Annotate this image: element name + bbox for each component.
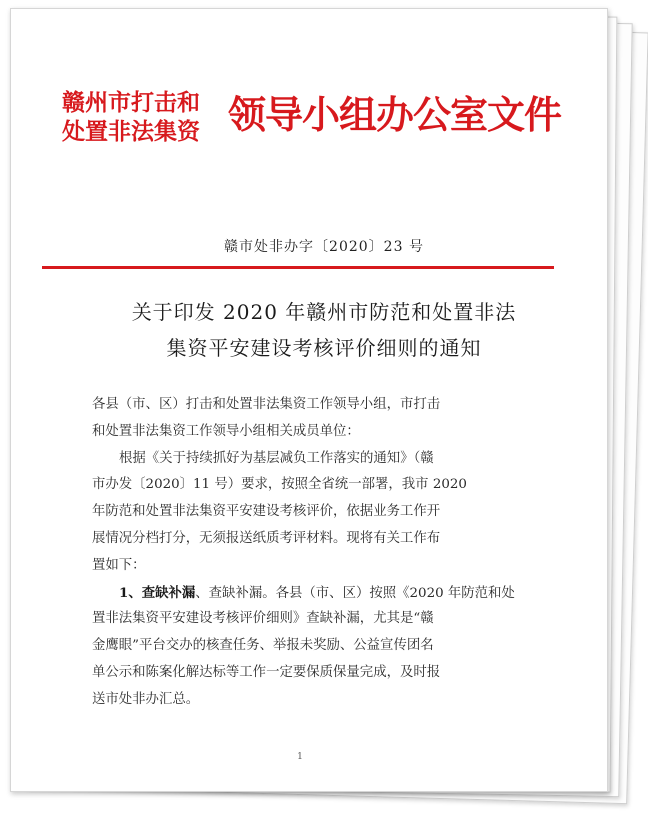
body-line: 置如下： [92, 557, 146, 573]
title-line-1: 关于印发 2020 年赣州市防范和处置非法 [131, 300, 517, 324]
body-line: 置非法集资平安建设考核评价细则》查缺补漏，尤其是“赣 [92, 611, 434, 627]
header-left-block [62, 88, 232, 146]
header-line-1: 赣州市打击和 [62, 89, 200, 116]
title-line-2: 集资平安建设考核评价细则的通知 [166, 336, 482, 360]
page-number: 1 [297, 752, 303, 762]
body-line: 年防范和处置非法集资平安建设考核评价，依据业务工作开 [92, 504, 441, 520]
header-line-2: 处置非法集资 [62, 118, 200, 145]
item-1-text: 、查缺补漏。各县（市、区）按照《2020 年防范和处 [195, 585, 515, 601]
document-number: 赣市处非办字〔2020〕23 号 [224, 239, 424, 255]
body-line: 各县（市、区）打击和处置非法集资工作领导小组，市打击 [92, 397, 441, 412]
header-big-text: 领导小组办公室文件 [228, 92, 562, 137]
body-line-item-1 [92, 580, 522, 607]
document-title [0, 294, 648, 366]
body-line: 市办发〔2020〕11 号）要求，按照全省统一部署，我市 2020 [92, 477, 467, 493]
body-line: 金鹰眼”平台交办的核查任务、举报未奖励、公益宣传团名 [92, 638, 434, 654]
item-1-label: 1、查缺补漏 [119, 584, 196, 601]
red-separator-line [42, 266, 554, 269]
red-header [62, 84, 562, 154]
body-line: 和处置非法集资工作领导小组相关成员单位： [92, 423, 360, 439]
body-line: 展情况分档打分，无须报送纸质考评材料。现将有关工作布 [92, 530, 441, 546]
body-line: 根据《关于持续抓好为基层减负工作落实的通知》（赣 [119, 450, 434, 466]
body-line: 送市处非办汇总。 [92, 691, 200, 707]
document-body [92, 392, 522, 714]
body-line: 单公示和陈案化解达标等工作一定要保质保量完成，及时报 [92, 664, 441, 680]
